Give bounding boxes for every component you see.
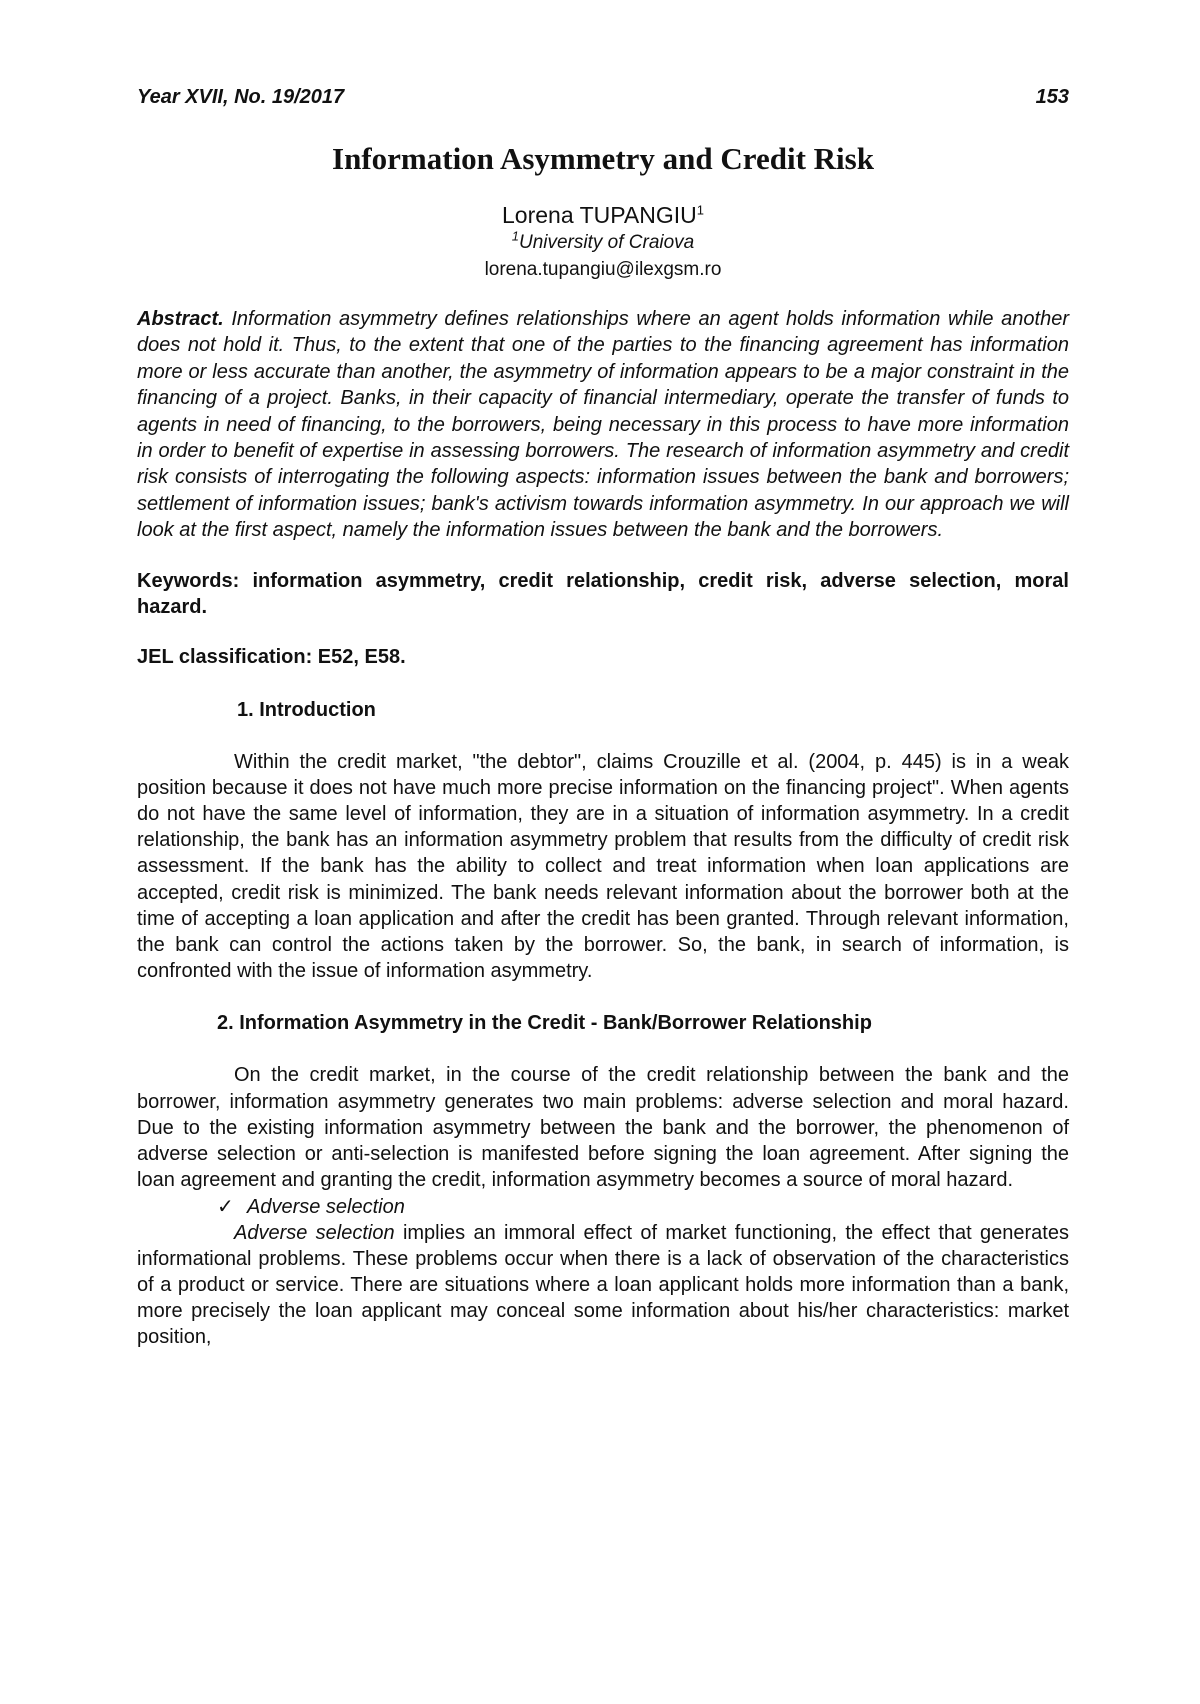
abstract-text: Information asymmetry defines relationships where an agent holds information while another does not hold it. Thus, to the extent that one of the parties to the financing agreement has information more or less accurate than another, the asymmetry of information appears to be a major constraint in the financing of a project. Banks, in their capacity of financial intermediary, operate the transfer of funds to agents in need of financing, to the borrowers, being necessary in this process to have more information in order to benefit of expertise in assessing borrowers. The research of information asymmetry and credit risk consists of interrogating the following aspects: information issues between the bank and borrowers; settlement of information issues; bank's activism towards information asymmetry. In our approach we will look at the first aspect, namely the information issues between the bank and the borrowers.	[137, 308, 1069, 542]
introduction-paragraph: Within the credit market, "the debtor", claims Crouzille et al. (2004, p. 445) is in a weak position because it does not have much more precise information on the financing project". When agents do not have the same level of information, they are in a situation of information asymmetry. In a credit relationship, the bank has an information asymmetry problem that results from the difficulty of credit risk assessment. If the bank has the ability to collect and treat information when loan applications are accepted, credit risk is minimized. The bank needs relevant information about the borrower both at the time of accepting a loan application and after the credit has been granted. Through relevant information, the bank can control the actions taken by the borrower. So, the bank, in search of information, is confronted with the issue of information asymmetry.	[137, 750, 1069, 983]
section-heading-information-asymmetry: 2. Information Asymmetry in the Credit - Bank/Borrower Relationship	[217, 1012, 872, 1035]
author-line	[137, 200, 1069, 230]
abstract	[137, 306, 1069, 544]
abstract-label: Abstract.	[137, 308, 224, 330]
author-name: Lorena TUPANGIU	[502, 202, 697, 228]
affiliation: University of Craiova	[518, 232, 695, 253]
author-marker: 1	[696, 202, 704, 218]
page-number: 153	[1035, 86, 1069, 108]
bullet-adverse-selection	[137, 1194, 1069, 1220]
adverse-selection-text: implies an immoral effect of market functioning, the effect that generates informational problems. These problems occur when there is a lack of observation of the characteristics of a product or service. There are situations where a loan applicant holds more information than a bank, more precisely the loan applicant may conceal some information about his/her characteristics: market position,	[137, 1221, 1069, 1349]
journal-issue: Year XVII, No. 19/2017	[137, 86, 345, 108]
affiliation-marker: 1	[511, 228, 519, 244]
section2-paragraph: On the credit market, in the course of the credit relationship between the bank and the borrower, information asymmetry generates two main problems: adverse selection and moral hazard. Due to the existing information asymmetry between the bank and the borrower, the phenomenon of adverse selection or anti-selection is manifested before signing the loan agreement. After signing the loan agreement and granting the credit, information asymmetry becomes a source of moral hazard.	[137, 1064, 1069, 1192]
running-header	[137, 86, 1069, 114]
adverse-selection-paragraph	[137, 1220, 1069, 1351]
author-email: lorena.tupangiu@ilexgsm.ro	[484, 259, 722, 280]
keywords: Keywords: information asymmetry, credit relationship, credit risk, adverse selection, moral hazard.	[137, 569, 1069, 618]
bullet-label: Adverse selection	[247, 1195, 405, 1218]
author-block	[137, 200, 1069, 284]
affiliation-line	[137, 230, 1069, 256]
checkmark-icon: ✓	[217, 1195, 234, 1218]
page-content	[137, 86, 1069, 1351]
section-heading-introduction: 1. Introduction	[237, 698, 376, 721]
jel-classification: JEL classification: E52, E58.	[137, 645, 406, 668]
paper-title: Information Asymmetry and Credit Risk	[332, 141, 874, 176]
adverse-selection-term: Adverse selection	[234, 1221, 395, 1244]
